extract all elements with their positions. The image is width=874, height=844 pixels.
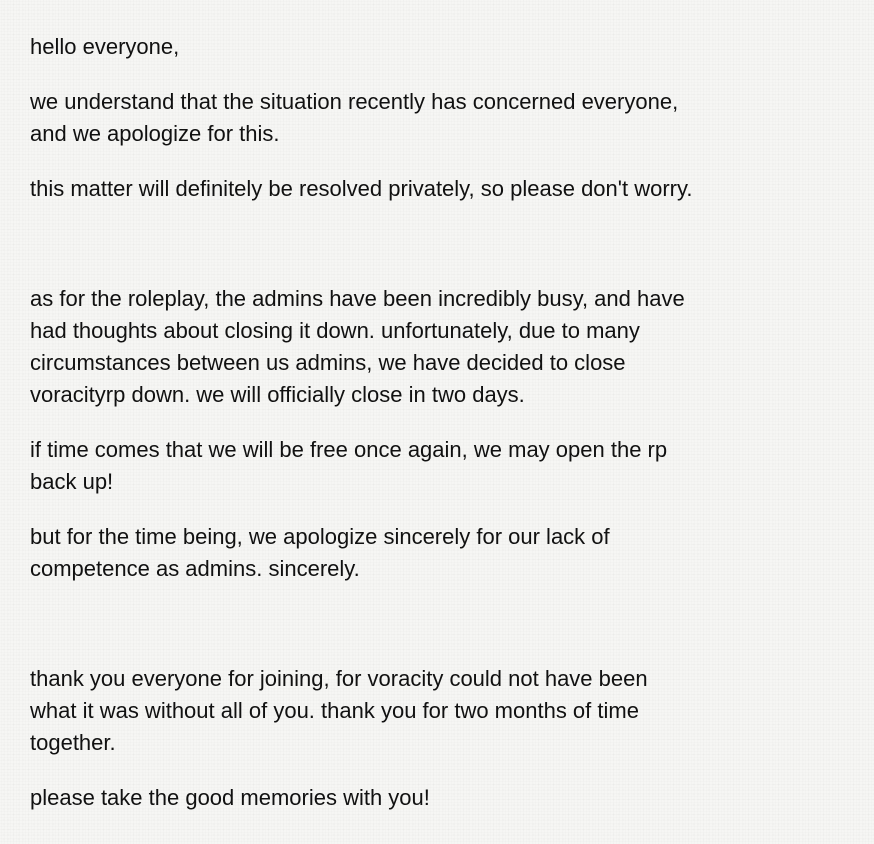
paragraph-spacer bbox=[30, 759, 874, 782]
section-spacer bbox=[30, 205, 874, 283]
paragraph-spacer bbox=[30, 63, 874, 86]
reopen-paragraph: if time comes that we will be free once again, we may open the rp back up! bbox=[30, 437, 668, 494]
thanks-paragraph: thank you everyone for joining, for voracity could not have been what it was without all of you. thank you for two months of time together. bbox=[30, 666, 648, 755]
apology-paragraph: we understand that the situation recently has concerned everyone, and we apologize for this. bbox=[30, 89, 679, 146]
paragraph-spacer bbox=[30, 498, 874, 521]
section-spacer bbox=[30, 585, 874, 663]
resolution-paragraph: this matter will definitely be resolved privately, so please don't worry. bbox=[30, 176, 693, 201]
sincere-apology-paragraph: but for the time being, we apologize sincerely for our lack of competence as admins. sincerely. bbox=[30, 524, 610, 581]
greeting-paragraph: hello everyone, bbox=[30, 34, 180, 59]
paragraph-spacer bbox=[30, 411, 874, 434]
farewell-paragraph: please take the good memories with you! bbox=[30, 785, 430, 810]
closing-announcement-paragraph: as for the roleplay, the admins have been incredibly busy, and have had thoughts about closing it down. unfortunately, due to many circumstances between us admins, we have decided to close voracityrp down. we will officially close in two days. bbox=[30, 286, 685, 407]
paragraph-spacer bbox=[30, 150, 874, 173]
